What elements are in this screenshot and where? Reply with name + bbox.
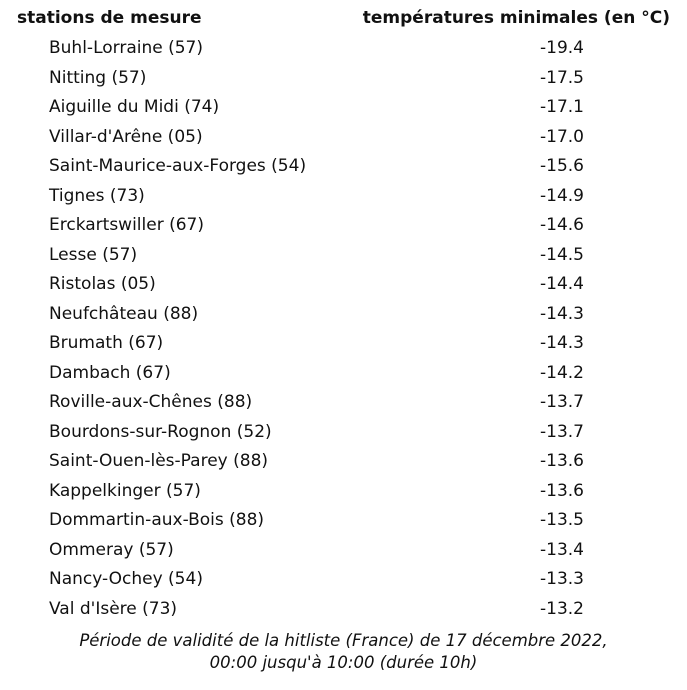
temperature-column-header: températures minimales (en °C) bbox=[362, 8, 670, 28]
min-temperature: -14.3 bbox=[540, 333, 584, 353]
min-temperature: -13.6 bbox=[540, 451, 584, 471]
station-name: Saint-Maurice-aux-Forges (54) bbox=[49, 156, 307, 176]
min-temperature: -13.7 bbox=[540, 421, 584, 442]
station-name: Villar-d'Arêne (05) bbox=[49, 126, 203, 147]
table-row bbox=[0, 565, 687, 595]
validity-note-line-1: Période de validité de la hitliste (France) de 17 décembre 2022, bbox=[79, 631, 608, 650]
min-temperature: -13.3 bbox=[540, 569, 584, 589]
table-row bbox=[0, 64, 687, 94]
station-name: Dambach (67) bbox=[49, 362, 171, 383]
min-temperature: -19.4 bbox=[540, 38, 584, 58]
station-column-header: stations de mesure bbox=[17, 8, 202, 28]
table-row bbox=[0, 241, 687, 271]
station-name: Brumath (67) bbox=[49, 333, 164, 353]
min-temperature: -17.0 bbox=[540, 126, 584, 147]
validity-note bbox=[0, 630, 687, 674]
min-temperature: -14.6 bbox=[540, 215, 584, 235]
min-temperature: -14.5 bbox=[540, 244, 584, 265]
table-row bbox=[0, 34, 687, 64]
validity-note-line-2: 00:00 jusqu'à 10:00 (durée 10h) bbox=[209, 653, 478, 672]
min-temperature: -13.4 bbox=[540, 539, 584, 560]
table-row bbox=[0, 123, 687, 153]
station-list bbox=[0, 34, 687, 624]
min-temperature: -14.9 bbox=[540, 185, 584, 206]
table-row bbox=[0, 477, 687, 507]
table-row bbox=[0, 418, 687, 448]
station-name: Nitting (57) bbox=[49, 67, 147, 88]
table-row bbox=[0, 595, 687, 625]
min-temperature: -13.6 bbox=[540, 480, 584, 501]
station-name: Neufchâteau (88) bbox=[49, 303, 199, 324]
station-name: Ristolas (05) bbox=[49, 274, 156, 294]
table-row bbox=[0, 182, 687, 212]
station-name: Bourdons-sur-Rognon (52) bbox=[49, 421, 272, 442]
min-temperature: -14.4 bbox=[540, 274, 584, 294]
station-name: Saint-Ouen-lès-Parey (88) bbox=[49, 451, 269, 471]
station-name: Erckartswiller (67) bbox=[49, 215, 205, 235]
table-row bbox=[0, 536, 687, 566]
table-row bbox=[0, 506, 687, 536]
table-row bbox=[0, 93, 687, 123]
table-row bbox=[0, 300, 687, 330]
station-name: Lesse (57) bbox=[49, 244, 138, 265]
station-name: Val d'Isère (73) bbox=[49, 598, 178, 619]
table-row bbox=[0, 270, 687, 300]
min-temperature: -17.1 bbox=[540, 97, 584, 117]
min-temperature: -14.2 bbox=[540, 362, 584, 383]
station-name: Dommartin-aux-Bois (88) bbox=[49, 510, 265, 530]
table-row bbox=[0, 329, 687, 359]
table-row bbox=[0, 359, 687, 389]
station-name: Tignes (73) bbox=[49, 185, 145, 206]
station-name: Kappelkinger (57) bbox=[49, 480, 201, 501]
min-temperature: -14.3 bbox=[540, 303, 584, 324]
station-name: Roville-aux-Chênes (88) bbox=[49, 392, 253, 412]
station-name: Aiguille du Midi (74) bbox=[49, 97, 220, 117]
min-temperature: -13.2 bbox=[540, 598, 584, 619]
station-name: Ommeray (57) bbox=[49, 539, 174, 560]
table-row bbox=[0, 211, 687, 241]
min-temperature: -17.5 bbox=[540, 67, 584, 88]
table-row bbox=[0, 388, 687, 418]
table-row bbox=[0, 152, 687, 182]
min-temperature: -15.6 bbox=[540, 156, 584, 176]
table-header bbox=[17, 8, 670, 32]
min-temperature: -13.5 bbox=[540, 510, 584, 530]
table-row bbox=[0, 447, 687, 477]
min-temperature: -13.7 bbox=[540, 392, 584, 412]
station-name: Nancy-Ochey (54) bbox=[49, 569, 203, 589]
station-name: Buhl-Lorraine (57) bbox=[49, 38, 203, 58]
